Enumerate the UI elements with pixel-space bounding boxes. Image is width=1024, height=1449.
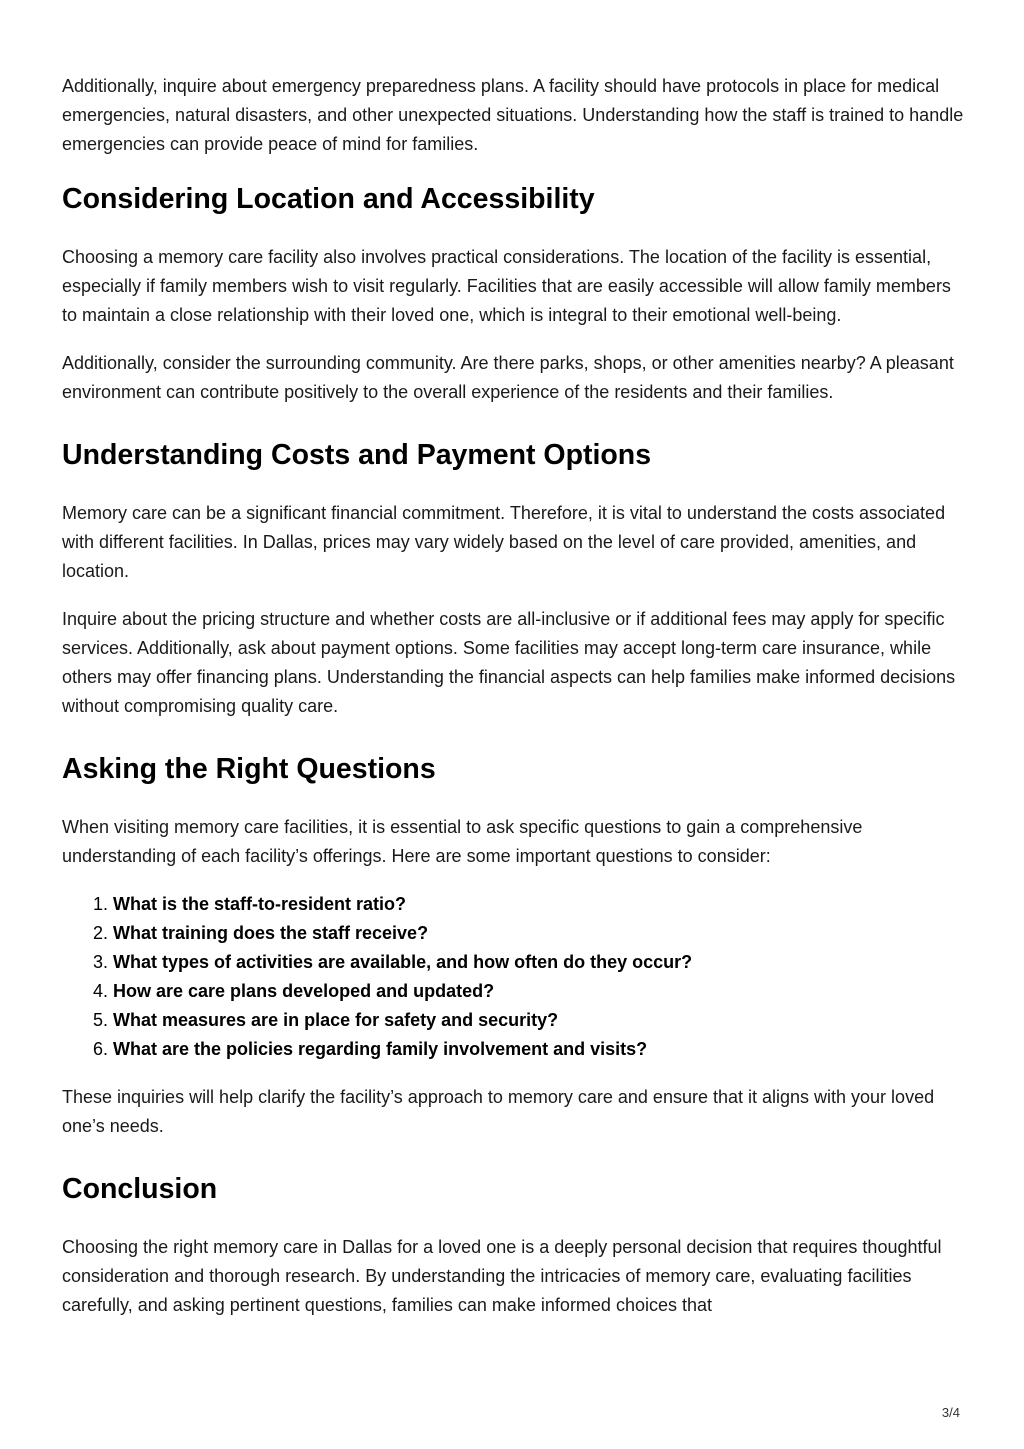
costs-heading: Understanding Costs and Payment Options [62, 439, 652, 471]
questions-heading: Asking the Right Questions [62, 753, 436, 785]
questions-intro-paragraph: When visiting memory care facilities, it is essential to ask specific questions to gain a comprehensive understanding of each facility’s offerings. Here are some important questions to consider: [62, 817, 863, 866]
questions-list [62, 890, 968, 1064]
list-item: 6. What are the policies regarding family involvement and visits? [113, 1035, 968, 1064]
list-item: 2. What training does the staff receive? [113, 919, 968, 948]
costs-paragraph-1: Memory care can be a significant financial commitment. Therefore, it is vital to understand the costs associated with different facilities. In Dallas, prices may vary widely based on the level of care provided, amenities, and location. [62, 503, 946, 581]
page-number: 3/4 [941, 1405, 960, 1420]
emergency-preparedness-paragraph: Additionally, inquire about emergency preparedness plans. A facility should have protocols in place for medical emergencies, natural disasters, and other unexpected situations. Understanding how the staff is trained to handle emergencies can provide peace of mind for families. [62, 76, 964, 154]
list-item: 4. How are care plans developed and updated? [113, 977, 968, 1006]
conclusion-paragraph: Choosing the right memory care in Dallas for a loved one is a deeply personal decision that requires thoughtful consideration and thorough research. By understanding the intricacies of memory care, evaluating facilities carefully, and asking pertinent questions, families can make informed choices that [62, 1237, 942, 1315]
list-item: 1. What is the staff-to-resident ratio? [113, 890, 968, 919]
location-paragraph-2: Additionally, consider the surrounding community. Are there parks, shops, or other amenities nearby? A pleasant environment can contribute positively to the overall experience of the residents and their families. [62, 353, 954, 402]
list-item: 3. What types of activities are available, and how often do they occur? [113, 948, 968, 977]
costs-paragraph-2: Inquire about the pricing structure and whether costs are all-inclusive or if additional fees may apply for specific services. Additionally, ask about payment options. Some facilities may accept long-term care insurance, while others may offer financing plans. Understanding the financial aspects can help families make informed decisions without compromising quality care. [62, 609, 956, 716]
list-item: 5. What measures are in place for safety and security? [113, 1006, 968, 1035]
questions-outro-paragraph: These inquiries will help clarify the facility’s approach to memory care and ensure that it aligns with your loved one’s needs. [62, 1087, 935, 1136]
location-paragraph-1: Choosing a memory care facility also involves practical considerations. The location of the facility is essential, especially if family members wish to visit regularly. Facilities that are easily accessible will allow family members to maintain a close relationship with their loved one, which is integral to their emotional well-being. [62, 247, 951, 325]
document-body [62, 72, 968, 1339]
conclusion-heading: Conclusion [62, 1173, 218, 1205]
location-heading: Considering Location and Accessibility [62, 183, 595, 215]
